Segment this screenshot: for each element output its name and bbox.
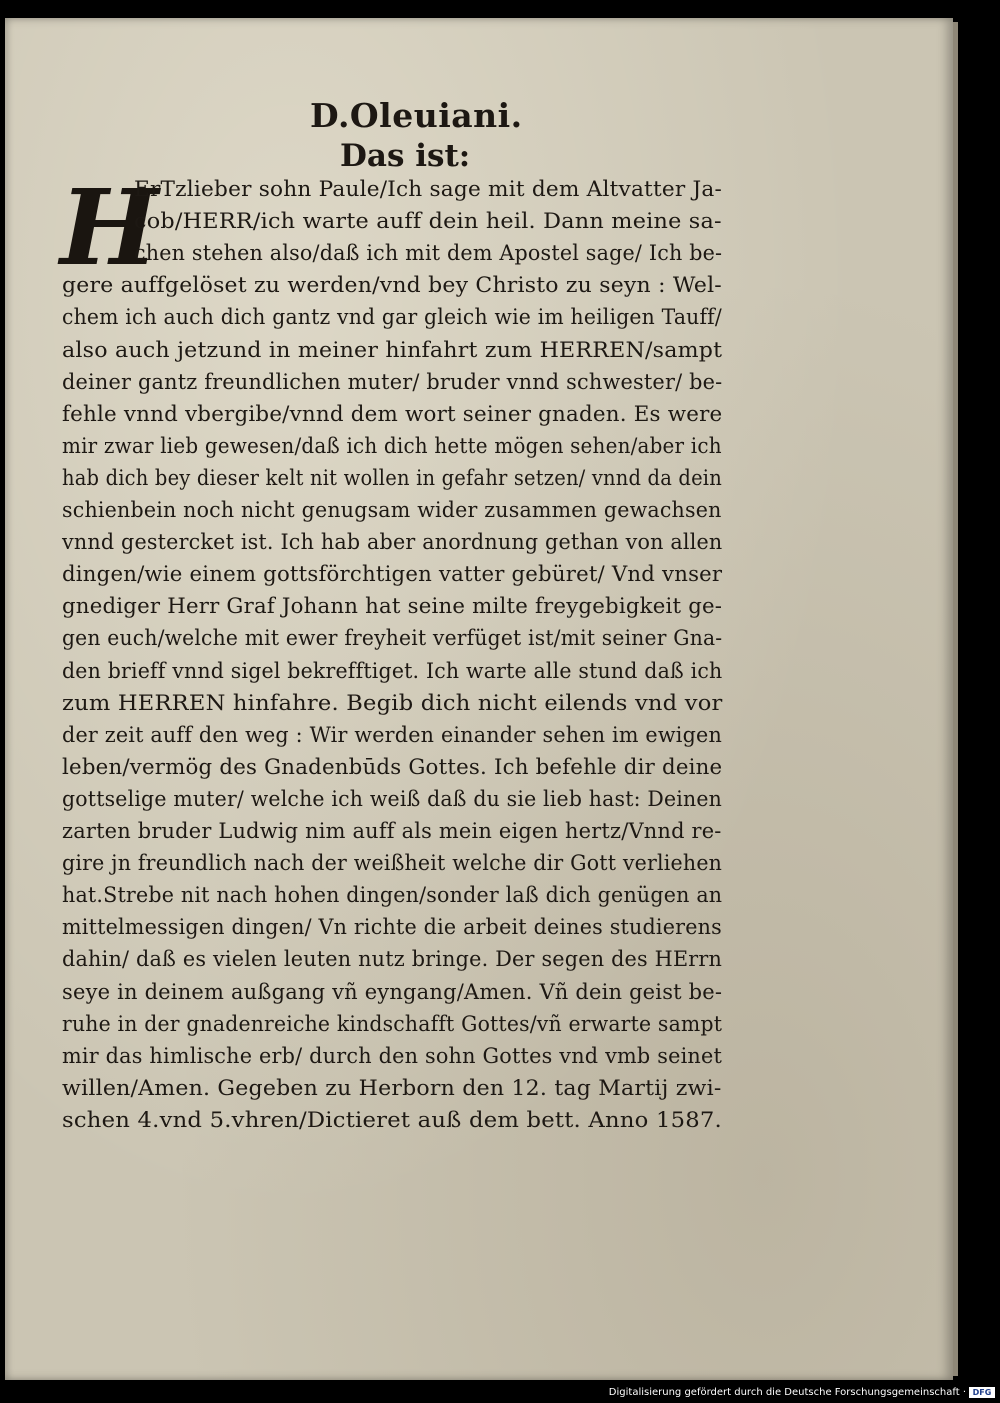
text-line: hat.Strebe nit nach hohen dingen/sonder laß dich genügen an bbox=[62, 883, 723, 908]
text-line: zarten bruder Ludwig nim auff als mein eigen hertz/Vnnd re- bbox=[62, 819, 722, 843]
text-line: der zeit auff den weg : Wir werden einander sehen im ewigen bbox=[62, 722, 722, 747]
text-line: gire jn freundlich nach der weißheit welche dir Gott verliehen bbox=[62, 851, 723, 876]
text-line: mir zwar lieb gewesen/daß ich dich hette mögen sehen/aber ich bbox=[62, 433, 722, 458]
text-line: chen stehen also/daß ich mit dem Apostel sage/ Ich be- bbox=[134, 241, 723, 266]
running-title: D.Oleuiani. bbox=[310, 96, 523, 135]
text-line: mir das himlische erb/ durch den sohn Gottes vnd vmb seinet bbox=[62, 1043, 723, 1068]
text-line: gnediger Herr Graf Johann hat seine milte freygebigkeit ge- bbox=[62, 594, 723, 619]
text-line: leben/vermög des Gnadenbūds Gottes. Ich befehle dir deine bbox=[62, 754, 723, 779]
text-line: cob/HERR/ich warte auff dein heil. Dann meine sa- bbox=[134, 209, 722, 234]
dfg-logo: DFG bbox=[969, 1387, 995, 1398]
text-line: hab dich bey dieser kelt nit wollen in gefahr setzen/ vnnd da dein bbox=[62, 465, 722, 490]
text-line: ruhe in der gnadenreiche kindschafft Gottes/vñ erwarte sampt bbox=[62, 1011, 723, 1036]
text-line: dahin/ daß es vielen leuten nutz bringe. Der segen des HErrn bbox=[62, 947, 723, 972]
text-line: mittelmessigen dingen/ Vn richte die arbeit deines studierens bbox=[62, 915, 722, 940]
text-line: deiner gantz freundlichen muter/ bruder vnnd schwester/ be- bbox=[62, 369, 723, 394]
text-line: gen euch/welche mit ewer freyheit verfüget ist/mit seiner Gna- bbox=[62, 626, 723, 651]
text-line: also auch jetzund in meiner hinfahrt zum HERREN/sampt bbox=[62, 337, 723, 362]
text-line: seye in deinem außgang vñ eyngang/Amen. Vñ dein geist be- bbox=[62, 979, 723, 1004]
text-line: vnnd gestercket ist. Ich hab aber anordnung gethan von allen bbox=[62, 530, 723, 555]
funding-notice bbox=[605, 1385, 995, 1401]
text-line: gottselige muter/ welche ich weiß daß du sie lieb hast: Deinen bbox=[62, 786, 723, 811]
text-line: chem ich auch dich gantz vnd gar gleich wie im heiligen Tauff/ bbox=[62, 305, 722, 330]
text-line: zum HERREN hinfahre. Begib dich nicht eilends vnd vor bbox=[62, 690, 723, 715]
text-line: ErTzlieber sohn Paule/Ich sage mit dem Altvatter Ja- bbox=[134, 177, 722, 201]
text-line: fehle vnnd vbergibe/vnnd dem wort seiner gnaden. Es were bbox=[62, 401, 723, 426]
section-subtitle: Das ist: bbox=[340, 138, 471, 174]
text-line: den brieff vnnd sigel bekrefftiget. Ich warte alle stund daß ich bbox=[62, 658, 723, 683]
text-line: schen 4.vnd 5.vhren/Dictieret auß dem bett. Anno 1587. bbox=[62, 1107, 722, 1132]
decorated-initial: H bbox=[60, 166, 159, 289]
text-line: schienbein noch nicht genugsam wider zusammen gewachsen bbox=[62, 498, 722, 522]
text-line: dingen/wie einem gottsförchtigen vatter gebüret/ Vnd vnser bbox=[62, 562, 723, 587]
funding-text: Digitalisierung gefördert durch die Deutsche Forschungsgemeinschaft · bbox=[608, 1387, 966, 1398]
text-line: willen/Amen. Gegeben zu Herborn den 12. tag Martij zwi- bbox=[62, 1075, 722, 1100]
text-line: gere auffgelöset zu werden/vnd bey Christo zu seyn : Wel- bbox=[62, 273, 722, 298]
